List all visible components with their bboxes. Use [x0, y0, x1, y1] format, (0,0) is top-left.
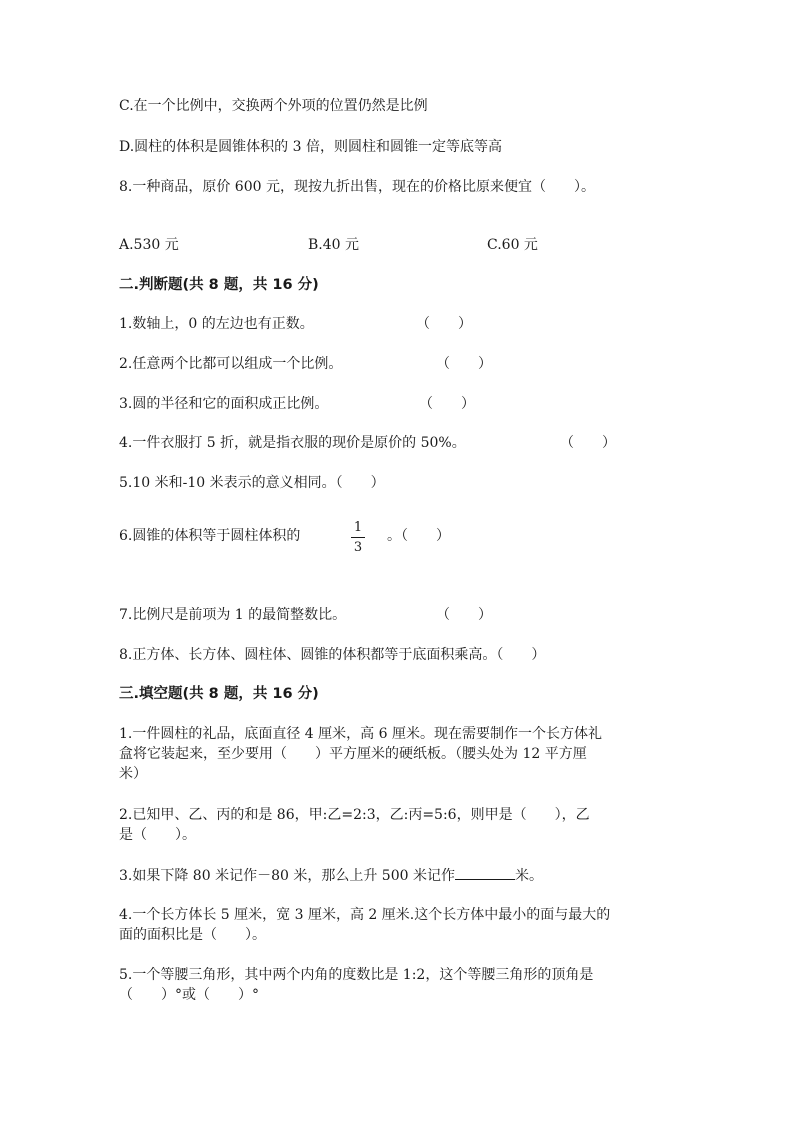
question-8-option-b: B.40 元 [308, 237, 360, 253]
fill-q3-unit: 米。 [514, 868, 543, 884]
fill-q3-text: 3.如果下降 80 米记作－80 米，那么上升 500 米记作 [119, 868, 455, 884]
fill-q3 [119, 865, 543, 886]
judge-item-4-answer[interactable]: （ ） [560, 435, 616, 451]
fraction-bar [351, 537, 365, 538]
question-7-option-d: D.圆柱的体积是圆锥体积的 3 倍，则圆柱和圆锥一定等底等高 [119, 139, 502, 155]
fraction-denominator: 3 [353, 540, 363, 555]
judge-item-8: 8.正方体、长方体、圆柱体、圆锥的体积都等于底面积乘高。（ ） [119, 647, 546, 663]
judge-item-1-answer[interactable]: （ ） [416, 316, 472, 332]
question-8-stem: 8.一种商品，原价 600 元，现按九折出售，现在的价格比原来便宜（ ）。 [119, 179, 595, 195]
question-8-option-c: C.60 元 [487, 237, 538, 253]
judge-item-6: 6.圆锥的体积等于圆柱体积的 [119, 528, 301, 544]
fill-q1-line-2: 盒将它装起来，至少要用（ ）平方厘米的硬纸板。（腰头处为 12 平方厘 [119, 746, 587, 762]
judge-item-7: 7.比例尺是前项为 1 的最简整数比。 [119, 607, 347, 623]
fill-q1-line-1: 1.一件圆柱的礼品，底面直径 4 厘米，高 6 厘米。现在需要制作一个长方体礼 [119, 726, 602, 742]
judge-item-4: 4.一件衣服打 5 折，就是指衣服的现价是原价的 50%。 [119, 435, 466, 451]
fill-q1-line-3: 米） [119, 766, 147, 782]
judge-item-5: 5.10 米和-10 米表示的意义相同。（ ） [119, 475, 385, 491]
fill-q3-blank[interactable] [455, 865, 515, 880]
question-7-option-c: C.在一个比例中，交换两个外项的位置仍然是比例 [119, 98, 428, 114]
fill-section-title: 三.填空题(共 8 题，共 16 分) [119, 686, 319, 702]
judge-item-6-answer[interactable]: 。（ ） [387, 528, 450, 544]
fill-q4-line-1: 4.一个长方体长 5 厘米，宽 3 厘米，高 2 厘米.这个长方体中最小的面与最大的 [119, 907, 611, 923]
fraction-numerator: 1 [353, 520, 363, 535]
judge-item-3: 3.圆的半径和它的面积成正比例。 [119, 396, 329, 412]
judge-item-3-answer[interactable]: （ ） [419, 396, 475, 412]
fraction-one-third [350, 520, 366, 555]
judge-item-7-answer[interactable]: （ ） [436, 607, 492, 623]
fill-q2-line-1: 2.已知甲、乙、丙的和是 86，甲:乙=2:3，乙:丙=5:6，则甲是（ ），乙 [119, 807, 590, 823]
fill-q5-line-2: （ ）°或（ ）° [119, 987, 259, 1003]
question-8-option-a: A.530 元 [119, 237, 179, 253]
fill-q4-line-2: 面的面积比是（ ）。 [119, 927, 266, 943]
judge-item-2: 2.任意两个比都可以组成一个比例。 [119, 356, 343, 372]
judge-item-1: 1.数轴上，0 的左边也有正数。 [119, 316, 314, 332]
judge-section-title: 二.判断题(共 8 题，共 16 分) [119, 277, 319, 293]
fill-q2-line-2: 是（ ）。 [119, 827, 196, 843]
fill-q5-line-1: 5.一个等腰三角形，其中两个内角的度数比是 1:2，这个等腰三角形的顶角是 [119, 967, 594, 983]
judge-item-2-answer[interactable]: （ ） [436, 356, 492, 372]
